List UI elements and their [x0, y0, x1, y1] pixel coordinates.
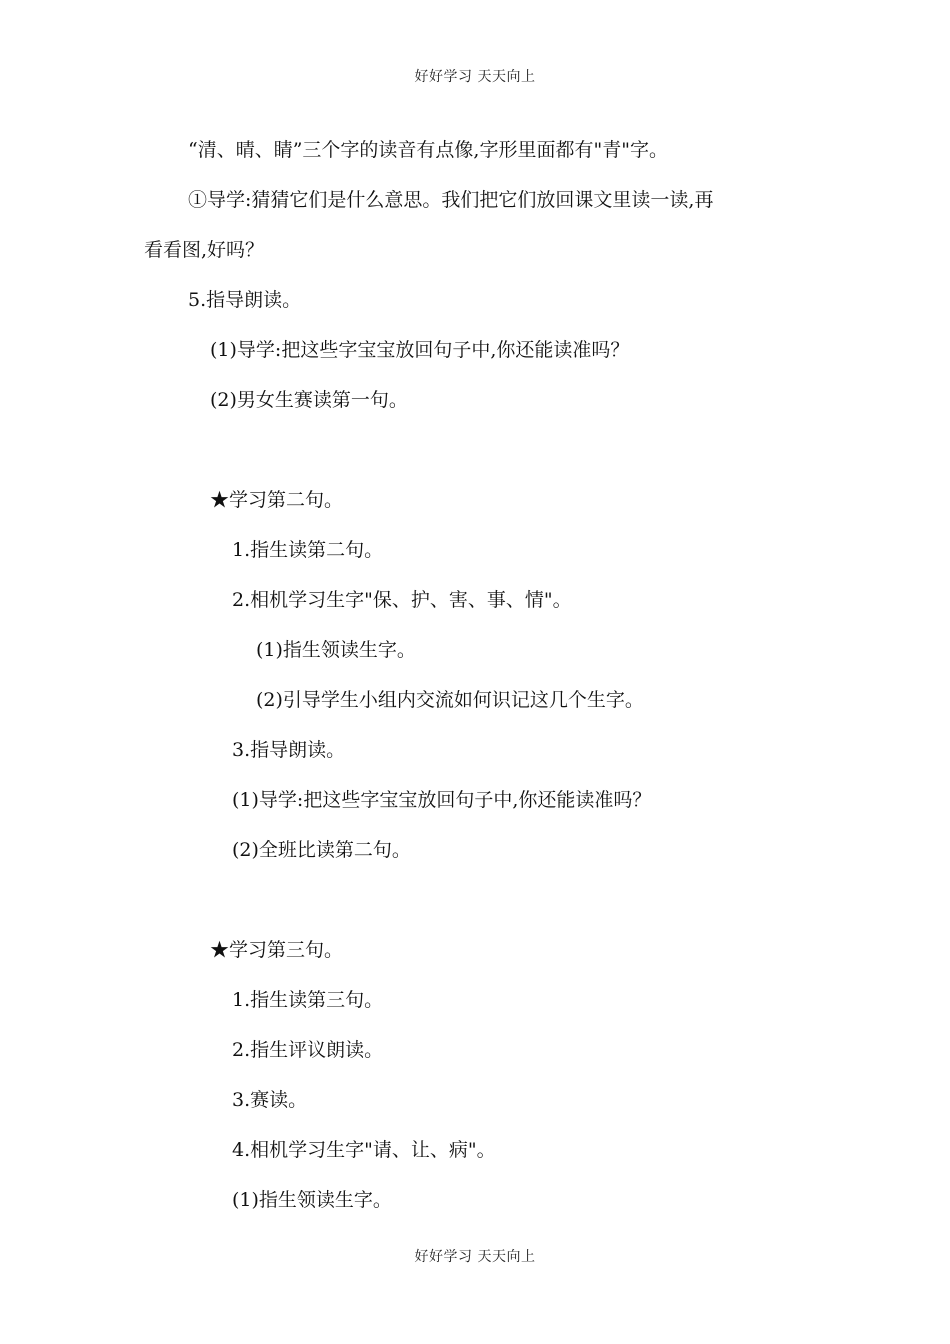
step-item: 1.指生读第三句。	[232, 989, 384, 1011]
step-item: 2.指生评议朗读。	[232, 1039, 384, 1061]
paragraph-line: “清、晴、睛”三个字的读音有点像,字形里面都有"青"字。	[188, 139, 668, 161]
step-item: 1.指生读第二句。	[232, 539, 384, 561]
step-heading: 5.指导朗读。	[188, 289, 302, 311]
sub-step: (1)指生领读生字。	[256, 639, 416, 661]
section-heading: ★学习第二句。	[210, 489, 344, 511]
sub-step: (1)导学:把这些字宝宝放回句子中,你还能读准吗？	[232, 789, 652, 811]
sub-step: (1)指生领读生字。	[232, 1189, 392, 1211]
step-item: 2.相机学习生字"保、护、害、事、情"。	[232, 589, 572, 611]
sub-step: (2)全班比读第二句。	[232, 839, 411, 861]
paragraph-line: 看看图,好吗？	[144, 239, 265, 261]
step-item: 4.相机学习生字"请、让、病"。	[232, 1139, 496, 1161]
sub-step: (2)引导学生小组内交流如何识记这几个生字。	[256, 689, 644, 711]
section-heading: ★学习第三句。	[210, 939, 344, 961]
step-item: 3.指导朗读。	[232, 739, 346, 761]
sub-step: (1)导学:把这些字宝宝放回句子中,你还能读准吗？	[210, 339, 630, 361]
page-header: 好好学习 天天向上	[414, 69, 536, 85]
step-item: 3.赛读。	[232, 1089, 308, 1111]
page-footer: 好好学习 天天向上	[414, 1249, 536, 1265]
sub-step: (2)男女生赛读第一句。	[210, 389, 408, 411]
paragraph-line: ①导学:猜猜它们是什么意思。我们把它们放回课文里读一读,再	[188, 189, 714, 211]
